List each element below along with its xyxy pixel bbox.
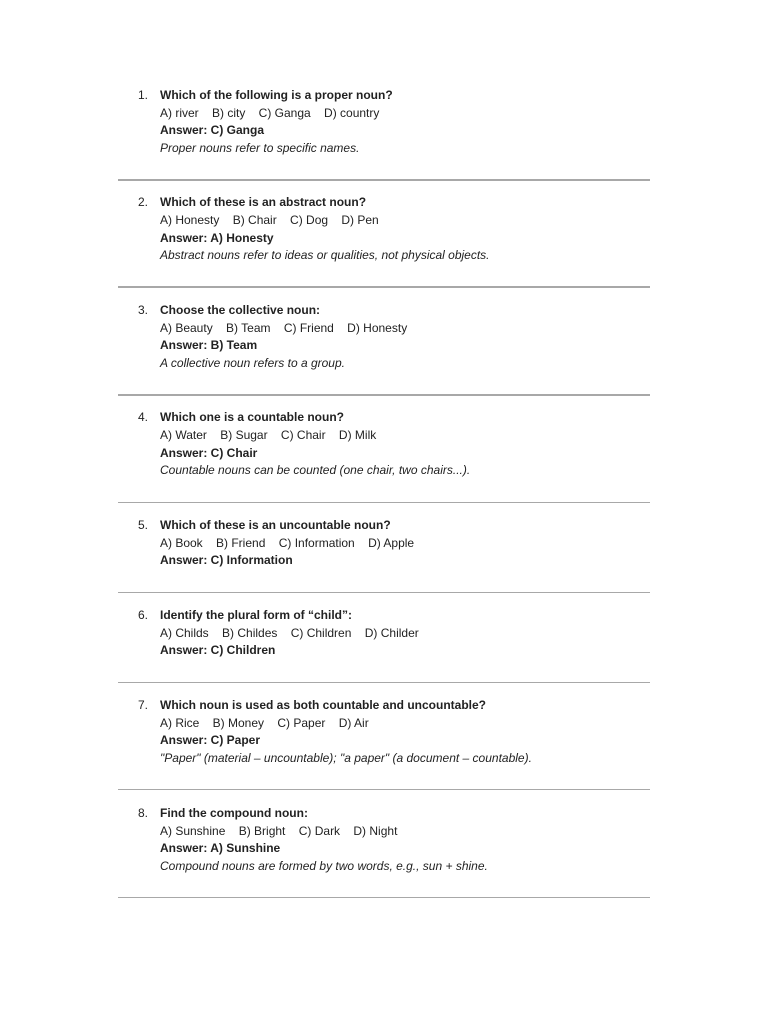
answer-explanation: Proper nouns refer to specific names.: [160, 141, 360, 155]
question-number: 6.: [138, 608, 149, 622]
answer-options: A) Rice B) Money C) Paper D) Air: [160, 716, 369, 730]
question-text: Which one is a countable noun?: [160, 410, 345, 424]
answer-explanation: Abstract nouns refer to ideas or qualities, not physical objects.: [160, 248, 490, 262]
answer-options: A) Sunshine B) Bright C) Dark D) Night: [160, 824, 398, 838]
question-divider: [118, 789, 650, 790]
correct-answer: Answer: C) Children: [160, 643, 276, 657]
question-divider: [118, 897, 650, 898]
question-divider: [118, 682, 650, 683]
correct-answer: Answer: C) Paper: [160, 733, 261, 747]
question-number: 5.: [138, 518, 149, 532]
correct-answer: Answer: C) Chair: [160, 446, 258, 460]
question-divider: [118, 286, 650, 288]
correct-answer: Answer: C) Information: [160, 553, 293, 567]
answer-explanation: "Paper" (material – uncountable); "a paper" (a document – countable).: [160, 751, 532, 765]
answer-options: A) Childs B) Childes C) Children D) Childer: [160, 626, 419, 640]
correct-answer: Answer: C) Ganga: [160, 123, 265, 137]
question-number: 8.: [138, 806, 149, 820]
answer-options: A) river B) city C) Ganga D) country: [160, 106, 380, 120]
question-text: Choose the collective noun:: [160, 303, 321, 317]
answer-options: A) Book B) Friend C) Information D) Apple: [160, 536, 415, 550]
answer-explanation: A collective noun refers to a group.: [160, 356, 345, 370]
question-text: Identify the plural form of “child”:: [160, 608, 352, 622]
question-text: Which of these is an abstract noun?: [160, 195, 367, 209]
answer-explanation: Countable nouns can be counted (one chair, two chairs...).: [160, 463, 471, 477]
question-divider: [118, 592, 650, 593]
question-number: 3.: [138, 303, 149, 317]
question-text: Which noun is used as both countable and uncountable?: [160, 698, 487, 712]
question-divider: [118, 394, 650, 396]
correct-answer: Answer: A) Honesty: [160, 231, 274, 245]
answer-options: A) Beauty B) Team C) Friend D) Honesty: [160, 321, 408, 335]
question-number: 4.: [138, 410, 149, 424]
question-text: Which of the following is a proper noun?: [160, 88, 393, 102]
correct-answer: Answer: B) Team: [160, 338, 258, 352]
question-number: 7.: [138, 698, 149, 712]
correct-answer: Answer: A) Sunshine: [160, 841, 281, 855]
question-text: Find the compound noun:: [160, 806, 308, 820]
question-number: 2.: [138, 195, 149, 209]
question-number: 1.: [138, 88, 149, 102]
answer-options: A) Water B) Sugar C) Chair D) Milk: [160, 428, 377, 442]
answer-options: A) Honesty B) Chair C) Dog D) Pen: [160, 213, 379, 227]
question-divider: [118, 502, 650, 503]
question-text: Which of these is an uncountable noun?: [160, 518, 391, 532]
answer-explanation: Compound nouns are formed by two words, e.g., sun + shine.: [160, 859, 488, 873]
question-divider: [118, 179, 650, 181]
